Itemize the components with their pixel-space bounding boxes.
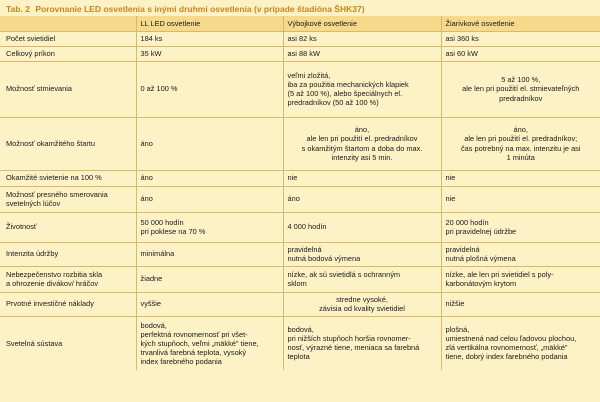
table-cell: bodová, perfektná rovnomernosť pri všet- kých stupňoch, veľmi „mäkké" tiene, trvanlivá farebná teplota, vysoký index farebného podania [136, 316, 283, 370]
row-label: Nebezpečenstvo rozbitia skla a ohrozenie divákov/ hráčov [0, 266, 136, 292]
table-cell: 184 ks [136, 31, 283, 46]
table-cell: áno [283, 186, 441, 212]
table-cell: áno [136, 170, 283, 186]
row-label: Životnosť [0, 212, 136, 242]
table-cell: minimálna [136, 242, 283, 266]
table-cell: nie [441, 170, 600, 186]
table-cell: asi 82 ks [283, 31, 441, 46]
table-cell: nižšie [441, 292, 600, 316]
table-row [0, 316, 600, 370]
table-cell: 35 kW [136, 46, 283, 61]
header-row [0, 16, 600, 31]
table-cell: áno, ale len pri použití el. predradníkov; čas potrebný na max. intenzitu je asi 1 minúta [441, 117, 600, 170]
table-row [0, 46, 600, 61]
table-cell: asi 88 kW [283, 46, 441, 61]
table-row [0, 61, 600, 117]
table-cell: asi 60 kW [441, 46, 600, 61]
header-vybojkove: Výbojkové osvetlenie [283, 16, 441, 31]
row-label: Počet svietidiel [0, 31, 136, 46]
table-cell: pravidelná nutná plošná výmena [441, 242, 600, 266]
table-cell: vyššie [136, 292, 283, 316]
table-cell: áno, ale len pri použití el. predradníkov s okamžitým štartom a doba do max. intenzity asi 5 min. [283, 117, 441, 170]
table-cell: áno [136, 117, 283, 170]
row-label: Svetelná sústava [0, 316, 136, 370]
table-row [0, 266, 600, 292]
table-cell: nie [441, 186, 600, 212]
row-label: Možnosť presného smerovania svetelných lúčov [0, 186, 136, 212]
table-row [0, 212, 600, 242]
table-row [0, 292, 600, 316]
table-cell: 20 000 hodín pri pravidelnej údržbe [441, 212, 600, 242]
table-cell: 4 000 hodín [283, 212, 441, 242]
table-row [0, 117, 600, 170]
table-cell: 0 až 100 % [136, 61, 283, 117]
caption-text: Porovnanie LED osvetlenia s inými druhmi osvetlenia (v prípade štadióna ŠHK37) [35, 4, 365, 14]
table-cell: veľmi zložitá, iba za použitia mechanických klapiek (5 až 100 %), alebo špeciálnych el. predradníkov (50 až 100 %) [283, 61, 441, 117]
table-cell: bodová, pri nižších stupňoch horšia rovnomer- nosť, výrazné tiene, meniaca sa farebná teplota [283, 316, 441, 370]
caption-number: Tab. 2 [6, 4, 30, 14]
row-label: Celkový príkon [0, 46, 136, 61]
table-cell: plošná, umiestnená nad celou ľadovou plochou, zlá vertikálna rovnomernosť, „mäkké" tiene, dobrý index farebného podania [441, 316, 600, 370]
header-ziarivkove: Žiarivkové osvetlenie [441, 16, 600, 31]
table-cell: pravidelná nutná bodová výmena [283, 242, 441, 266]
table-caption [6, 4, 365, 14]
table-row [0, 242, 600, 266]
row-label: Okamžité svietenie na 100 % [0, 170, 136, 186]
table-cell: žiadne [136, 266, 283, 292]
header-ll-led: LL LED osvetlenie [136, 16, 283, 31]
row-label: Intenzita údržby [0, 242, 136, 266]
table-row [0, 31, 600, 46]
row-label: Prvotné investičné náklady [0, 292, 136, 316]
table-cell: stredne vysoké, závisia od kvality svietidiel [283, 292, 441, 316]
table-row [0, 170, 600, 186]
table-cell: nízke, ak sú svietidlá s ochranným sklom [283, 266, 441, 292]
table-cell: áno [136, 186, 283, 212]
table-cell: 50 000 hodín pri poklese na 70 % [136, 212, 283, 242]
header-cell-empty [0, 16, 136, 31]
table-cell: nízke, ale len pri svietidiel s poly- karbonátovým krytom [441, 266, 600, 292]
table-cell: asi 360 ks [441, 31, 600, 46]
row-label: Možnosť okamžitého štartu [0, 117, 136, 170]
table-row [0, 186, 600, 212]
table-cell: nie [283, 170, 441, 186]
comparison-table [0, 16, 600, 370]
row-label: Možnosť stmievania [0, 61, 136, 117]
table-cell: 5 až 100 %, ale len pri použití el. stmievateľných predradníkov [441, 61, 600, 117]
